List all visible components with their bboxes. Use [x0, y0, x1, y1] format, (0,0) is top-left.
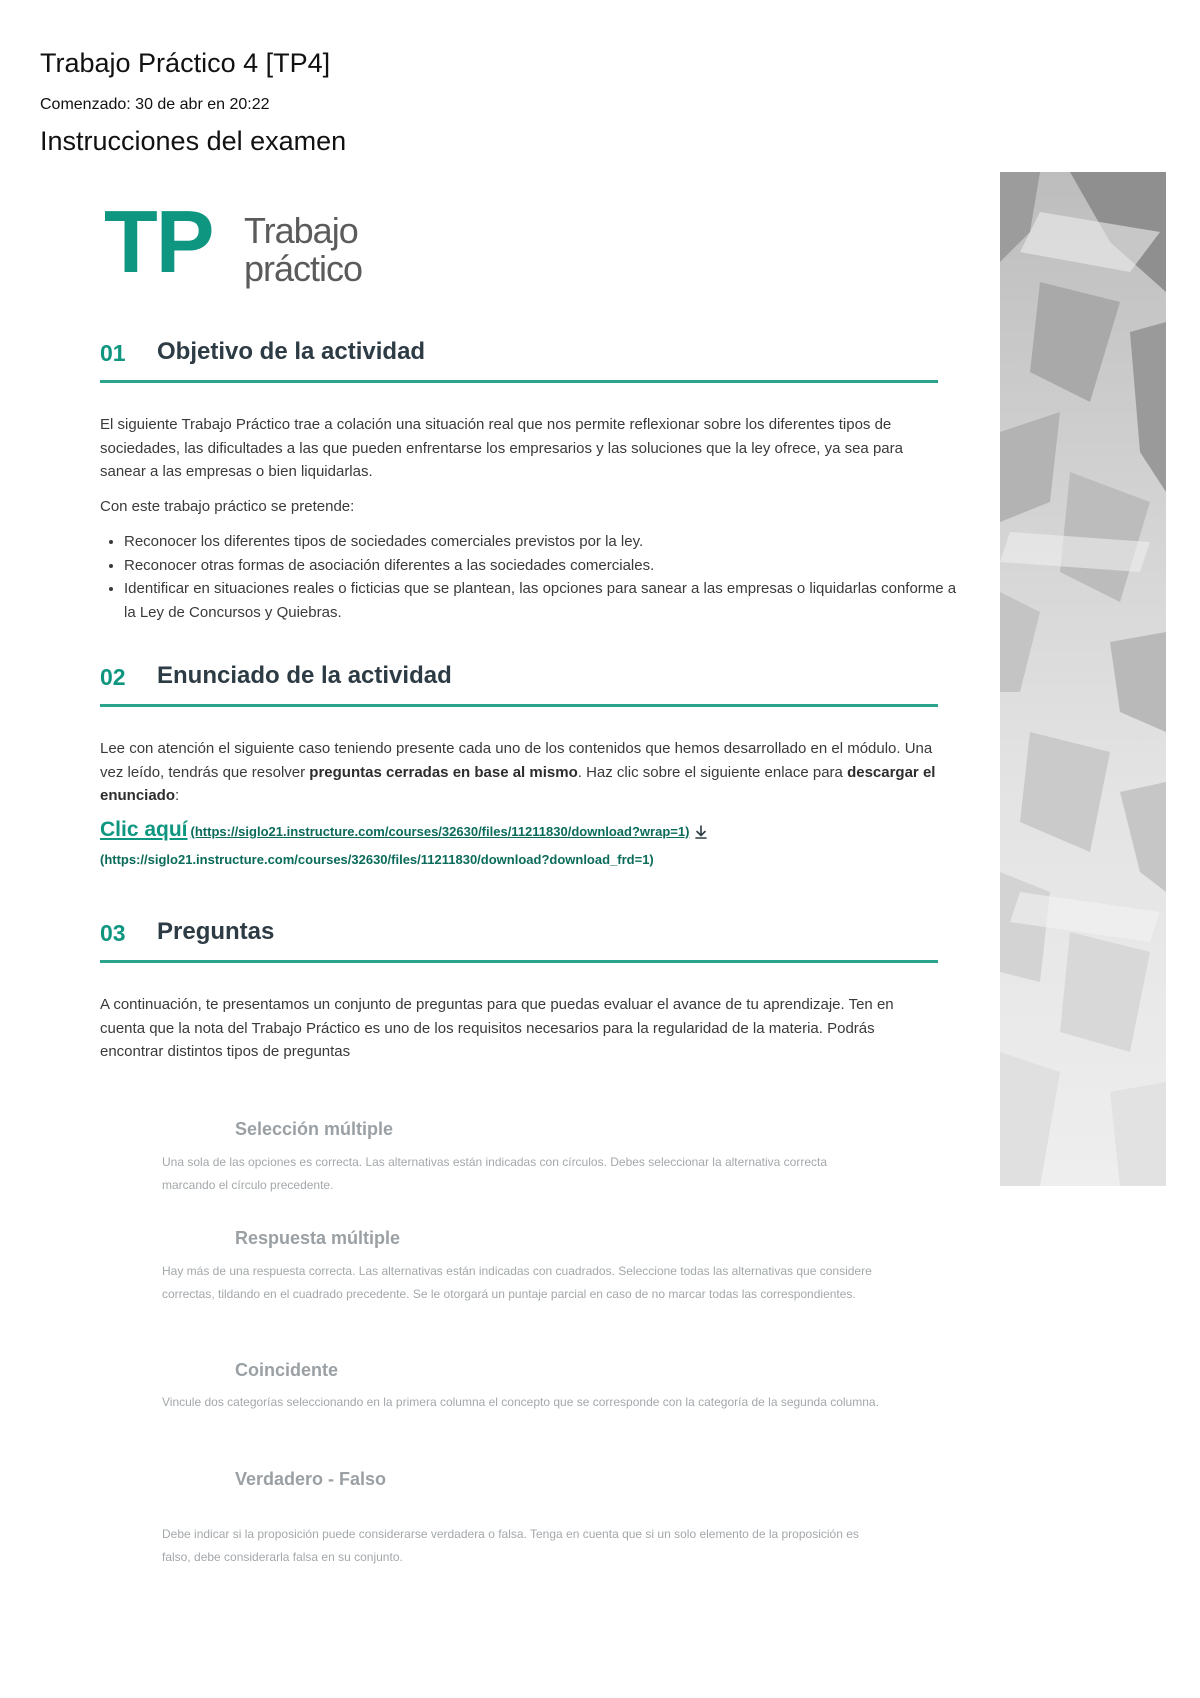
preguntas-intro: A continuación, te presentamos un conjunto de preguntas para que puedas evaluar el avance de tu aprendizaje. Ten en cuenta que la nota del Trabajo Práctico es uno de los requisitos necesarios para la regularidad de la materia. Podrás encontrar distintos tipos de preguntas: [100, 996, 894, 1060]
logo-line-1: Trabajo: [244, 210, 358, 251]
logo-line-2: práctico: [244, 248, 363, 289]
list-item: • Reconocer otras formas de asociación diferentes a las sociedades comerciales.: [124, 554, 964, 578]
section-title: Enunciado de la actividad: [157, 662, 452, 689]
instructions-title: Instrucciones del examen: [40, 126, 347, 156]
enunciado-text: [100, 737, 940, 808]
objetivo-pretende: Con este trabajo práctico se pretende:: [100, 498, 355, 515]
list-item: • Identificar en situaciones reales o ficticias que se plantean, las opciones para sanear a las empresas o liquidarlas conforme a la Ley de Concursos y Quiebras.: [124, 577, 964, 624]
section-number: 03: [100, 920, 126, 946]
started-timestamp: Comenzado: 30 de abr en 20:22: [40, 96, 270, 113]
objetivo-bullet-list: [100, 530, 964, 624]
logo-text: [244, 212, 362, 288]
logo-mark: TP: [104, 192, 213, 291]
question-type-title: Respuesta múltiple: [235, 1228, 401, 1248]
architecture-photo-graphic: [1000, 172, 1166, 1186]
clic-aqui-link[interactable]: Clic aquí: [100, 818, 188, 841]
section-title: Preguntas: [157, 918, 275, 945]
enunciado-bold-a: preguntas cerradas en base al mismo: [309, 763, 578, 781]
download-url-link[interactable]: (https://siglo21.instructure.com/courses/32630/files/11211830/download?download_frd=1): [100, 852, 654, 867]
question-type-title: Verdadero - Falso: [235, 1469, 387, 1489]
question-type-desc: Vincule dos categorías seleccionando en la primera columna el concepto que se corresponde con la categoría de la segunda columna.: [162, 1395, 879, 1409]
objetivo-intro: El siguiente Trabajo Práctico trae a colación una situación real que nos permite reflexionar sobre los diferentes tipos de sociedades, las dificultades a las que pueden enfrentarse los empresarios y las soluciones que la ley ofrece, ya sea para sanear a las empresas o bien liquidarlas.: [100, 416, 903, 480]
download-link-line: [100, 818, 960, 842]
question-type-title: Coincidente: [235, 1360, 339, 1380]
enunciado-text-a: Lee con atención el siguiente caso teniendo presente cada uno de los contenidos que hemos desarrollado en el módulo. Una vez leído, tendrás que resolver: [100, 740, 933, 781]
section-header-enunciado: [100, 664, 938, 707]
enunciado-bold-b: descargar el enunciado: [100, 763, 936, 804]
question-type-desc: Debe indicar si la proposición puede considerarse verdadera o falsa. Tenga en cuenta que si un solo elemento de la proposición es falso, debe considerarla falsa en su conjunto.: [162, 1527, 859, 1564]
section-header-objetivo: [100, 340, 938, 383]
question-type-desc: Hay más de una respuesta correcta. Las alternativas están indicadas con cuadrados. Seleccione todas las alternativas que considere correctas, tildando en el cuadrado precedente. Se le otorgará un puntaje parcial en caso de no marcar todas las correspondientes.: [162, 1264, 872, 1301]
page-title: Trabajo Práctico 4 [TP4]: [40, 48, 331, 78]
question-type-desc: Una sola de las opciones es correcta. Las alternativas están indicadas con círculos. Debes seleccionar la alternativa correcta marcando el círculo precedente.: [162, 1155, 828, 1192]
download-icon[interactable]: [693, 824, 709, 840]
section-number: 01: [100, 340, 126, 366]
section-number: 02: [100, 664, 126, 690]
question-type-title: Selección múltiple: [235, 1119, 394, 1139]
file-url-link[interactable]: (https://siglo21.instructure.com/courses/32630/files/11211830/download?wrap=1): [190, 824, 690, 839]
section-header-preguntas: [100, 920, 938, 963]
decorative-side-image: [1000, 172, 1166, 1186]
enunciado-text-b: . Haz clic sobre el siguiente enlace para: [577, 763, 848, 781]
section-title: Objetivo de la actividad: [157, 338, 426, 365]
enunciado-text-c: :: [175, 787, 180, 804]
list-item: • Reconocer los diferentes tipos de sociedades comerciales previstos por la ley.: [124, 530, 964, 554]
tp-logo: [104, 192, 404, 294]
